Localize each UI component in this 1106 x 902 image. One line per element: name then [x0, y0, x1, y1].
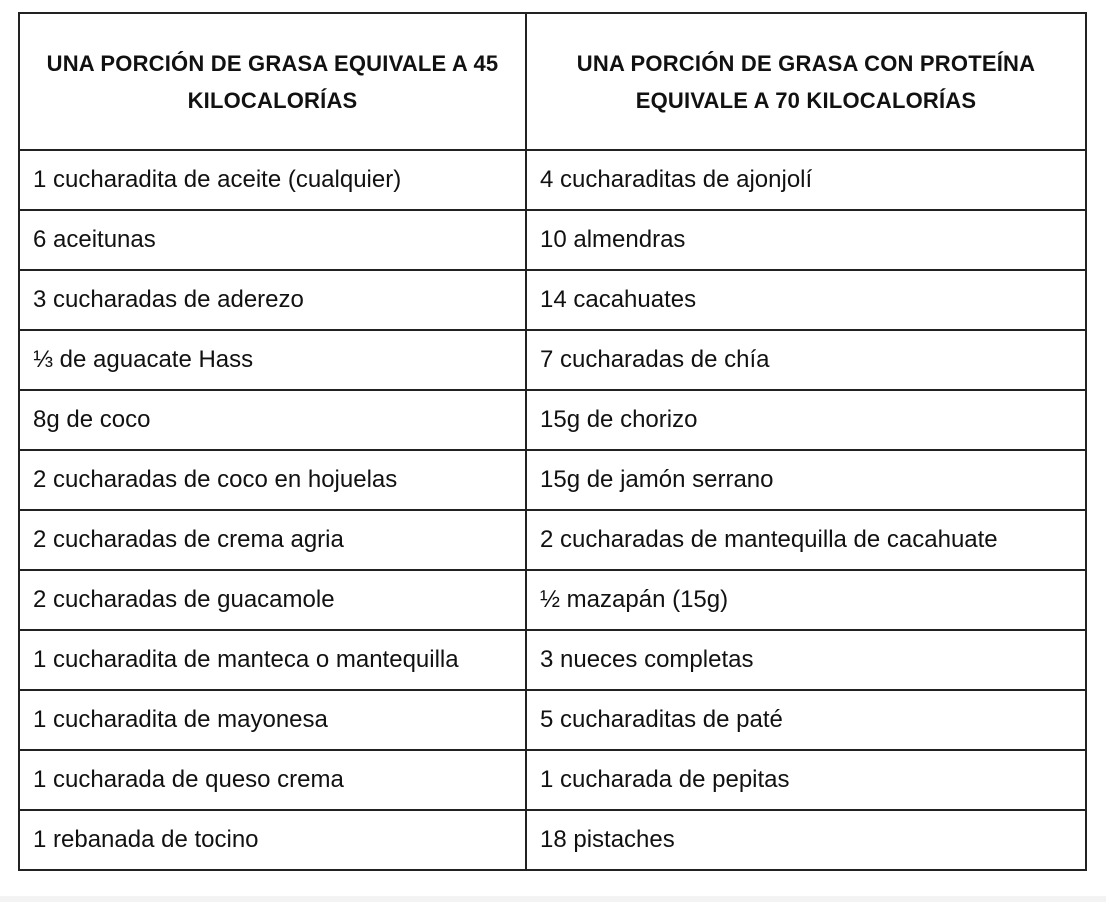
- table-header: [19, 13, 1086, 150]
- cell-fat-protein-item: 10 almendras: [526, 210, 1086, 270]
- cell-fat-item: ⅓ de aguacate Hass: [19, 330, 526, 390]
- table-row: [19, 450, 1086, 510]
- cell-fat-protein-item: 3 nueces completas: [526, 630, 1086, 690]
- table-row: [19, 330, 1086, 390]
- cell-fat-item: 2 cucharadas de coco en hojuelas: [19, 450, 526, 510]
- table-row: [19, 150, 1086, 210]
- header-fat-protein-70-kcal: UNA PORCIÓN DE GRASA CON PROTEÍNA EQUIVALE A 70 KILOCALORÍAS: [526, 13, 1086, 150]
- table-row: [19, 630, 1086, 690]
- table-row: [19, 270, 1086, 330]
- cell-fat-item: 2 cucharadas de crema agria: [19, 510, 526, 570]
- table-row: [19, 210, 1086, 270]
- cell-fat-protein-item: 18 pistaches: [526, 810, 1086, 870]
- cell-fat-item: 1 cucharadita de aceite (cualquier): [19, 150, 526, 210]
- cell-fat-protein-item: 7 cucharadas de chía: [526, 330, 1086, 390]
- table-body: [19, 150, 1086, 870]
- cell-fat-item: 6 aceitunas: [19, 210, 526, 270]
- header-fat-45-kcal: UNA PORCIÓN DE GRASA EQUIVALE A 45 KILOCALORÍAS: [19, 13, 526, 150]
- cell-fat-item: 1 cucharadita de manteca o mantequilla: [19, 630, 526, 690]
- cell-fat-protein-item: 2 cucharadas de mantequilla de cacahuate: [526, 510, 1086, 570]
- table-row: [19, 570, 1086, 630]
- table-row: [19, 510, 1086, 570]
- cell-fat-protein-item: 14 cacahuates: [526, 270, 1086, 330]
- header-row: [19, 13, 1086, 150]
- table-row: [19, 750, 1086, 810]
- cell-fat-item: 1 cucharadita de mayonesa: [19, 690, 526, 750]
- cell-fat-item: 3 cucharadas de aderezo: [19, 270, 526, 330]
- table-row: [19, 810, 1086, 870]
- cell-fat-protein-item: 15g de chorizo: [526, 390, 1086, 450]
- bottom-edge-strip: [0, 896, 1106, 902]
- cell-fat-protein-item: 4 cucharaditas de ajonjolí: [526, 150, 1086, 210]
- cell-fat-item: 2 cucharadas de guacamole: [19, 570, 526, 630]
- cell-fat-item: 1 cucharada de queso crema: [19, 750, 526, 810]
- fat-portions-table-container: [18, 12, 1085, 871]
- table-row: [19, 390, 1086, 450]
- cell-fat-protein-item: ½ mazapán (15g): [526, 570, 1086, 630]
- cell-fat-protein-item: 1 cucharada de pepitas: [526, 750, 1086, 810]
- cell-fat-protein-item: 15g de jamón serrano: [526, 450, 1086, 510]
- table-row: [19, 690, 1086, 750]
- cell-fat-item: 8g de coco: [19, 390, 526, 450]
- cell-fat-protein-item: 5 cucharaditas de paté: [526, 690, 1086, 750]
- cell-fat-item: 1 rebanada de tocino: [19, 810, 526, 870]
- fat-portions-table: [18, 12, 1087, 871]
